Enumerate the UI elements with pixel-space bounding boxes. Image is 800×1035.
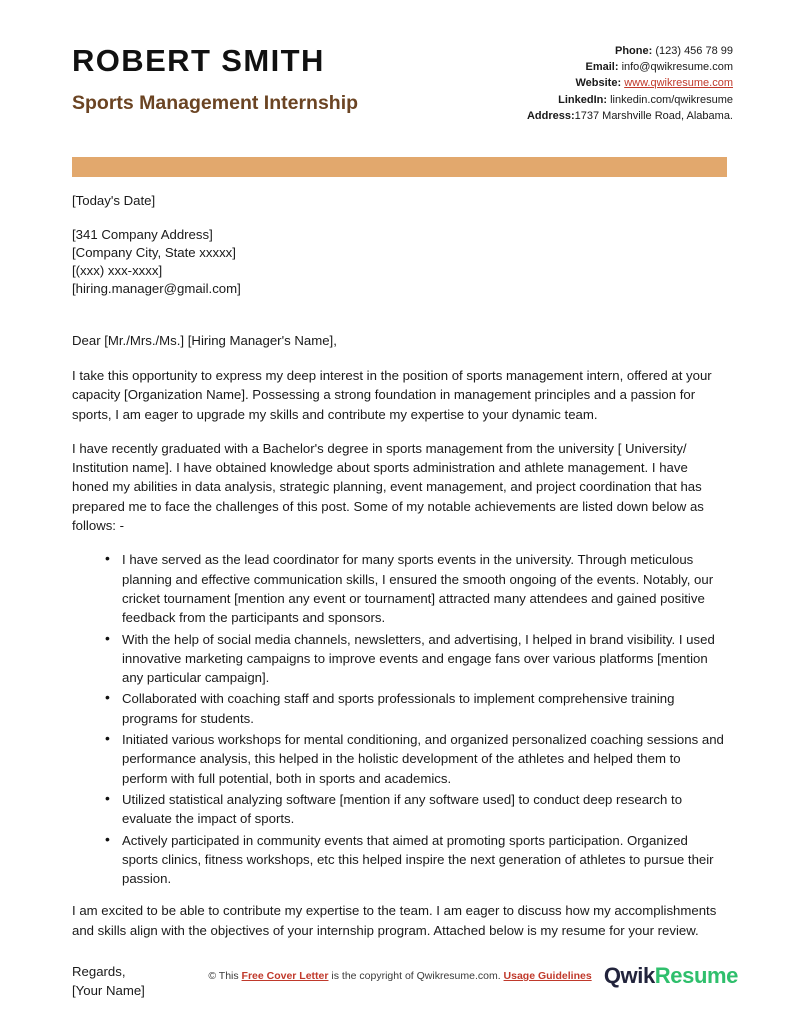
footer-copyright-prefix: © This (208, 970, 242, 982)
recipient-line-email: [hiring.manager@gmail.com] (72, 281, 241, 296)
contact-row-address (527, 108, 733, 124)
signature-name: [Your Name] (72, 983, 145, 999)
salutation: Dear [Mr./Mrs./Ms.] [Hiring Manager's Name], (72, 333, 337, 348)
closing-paragraph: I am excited to be able to contribute my expertise to the team. I am eager to discuss how my accomplishments and skills align with the objectives of your internship program. Attached below is my resume for your review. (72, 903, 717, 938)
contact-info-block (527, 38, 733, 124)
contact-label-website: Website: (575, 77, 622, 90)
footer-link-usage-guidelines[interactable]: Usage Guidelines (503, 970, 592, 982)
job-title: Sports Management Internship (72, 92, 359, 115)
list-item: • Collaborated with coaching staff and sports professionals to implement comprehensive training programs for students. (105, 689, 727, 728)
body-paragraph-2: I have recently graduated with a Bachelor's degree in sports management from the university [ University/ Institution name]. I have obtained knowledge about sports administration and athlete management. I have honed my abilities in data analysis, strategic planning, event management, and project coordination that has prepared me to face the challenges of this post. Some of my notable achievements are listed down below as follows: - (72, 440, 704, 534)
header-identity-block (72, 38, 358, 115)
list-item: • With the help of social media channels, newsletters, and advertising, I helped in brand visibility. I used innovative marketing campaigns to improve events and engage fans over various platforms [mention any particular campaign]. (105, 630, 727, 688)
logo-text-resume: Resume (654, 963, 738, 988)
letter-date: [Today's Date] (72, 193, 156, 208)
letter-body (72, 192, 727, 1001)
body-paragraph-1: I take this opportunity to express my deep interest in the position of sports management intern, offered at your capacity [Organization Name]. Possessing a strong foundation in management principles and a passion for sports, I am eager to upgrade my skills and contribute my expertise to your dynamic team. (72, 368, 712, 422)
contact-row-website (527, 75, 733, 91)
footer-link-free-cover-letter[interactable]: Free Cover Letter (241, 970, 329, 982)
contact-row-email (527, 59, 733, 75)
contact-value-phone: (123) 456 78 99 (655, 45, 733, 57)
document-footer (0, 957, 800, 1035)
logo-text-qwik: Qwik (603, 963, 655, 988)
list-item: • I have served as the lead coordinator for many sports events in the university. Through meticulous planning and effective communication skills, I ensured the smooth ongoing of the events. Notably, our cricket tournament [mention any event or tournament] attracted many attendees and gained positive feedback from the participants and sponsors. (105, 550, 727, 627)
recipient-line-city: [Company City, State xxxxx] (72, 245, 236, 260)
recipient-address-block (72, 226, 727, 298)
contact-value-linkedin: linkedin.com/qwikresume (610, 93, 733, 106)
contact-value-address: 1737 Marshville Road, Alabama. (574, 109, 733, 122)
achievements-list (72, 550, 727, 888)
candidate-name: ROBERT SMITH (72, 43, 325, 78)
contact-value-email: info@qwikresume.com (621, 61, 733, 74)
contact-label-phone: Phone: (614, 45, 653, 57)
regards-line: Regards, (72, 964, 126, 980)
list-item: • Initiated various workshops for mental conditioning, and organized personalized coaching sessions and performance analysis, this helped in the holistic development of the athletes and helped them to perform with full potential, both in sports and academics. (105, 730, 727, 788)
contact-label-address: Address: (526, 109, 575, 122)
footer-copyright-middle: is the copyright of Qwikresume.com. (328, 970, 504, 982)
list-item: • Actively participated in community events that aimed at promoting sports participation. Organized sports clinics, fitness workshops, etc this helped inspire the next generation of athletes to pursue their passion. (105, 831, 727, 889)
contact-label-linkedin: LinkedIn: (558, 93, 608, 106)
contact-label-email: Email: (585, 61, 619, 74)
recipient-line-phone: [(xxx) xxx-xxxx] (72, 263, 163, 278)
header-accent-divider (72, 157, 727, 177)
contact-row-phone (527, 43, 733, 59)
list-item: • Utilized statistical analyzing software [mention if any software used] to conduct deep research to evaluate the impact of sports. (105, 790, 727, 829)
document-header (0, 0, 800, 124)
contact-value-website-link[interactable]: www.qwikresume.com (624, 77, 733, 90)
contact-row-linkedin (527, 92, 733, 108)
recipient-line-street: [341 Company Address] (72, 227, 213, 242)
qwikresume-logo[interactable] (604, 965, 738, 987)
